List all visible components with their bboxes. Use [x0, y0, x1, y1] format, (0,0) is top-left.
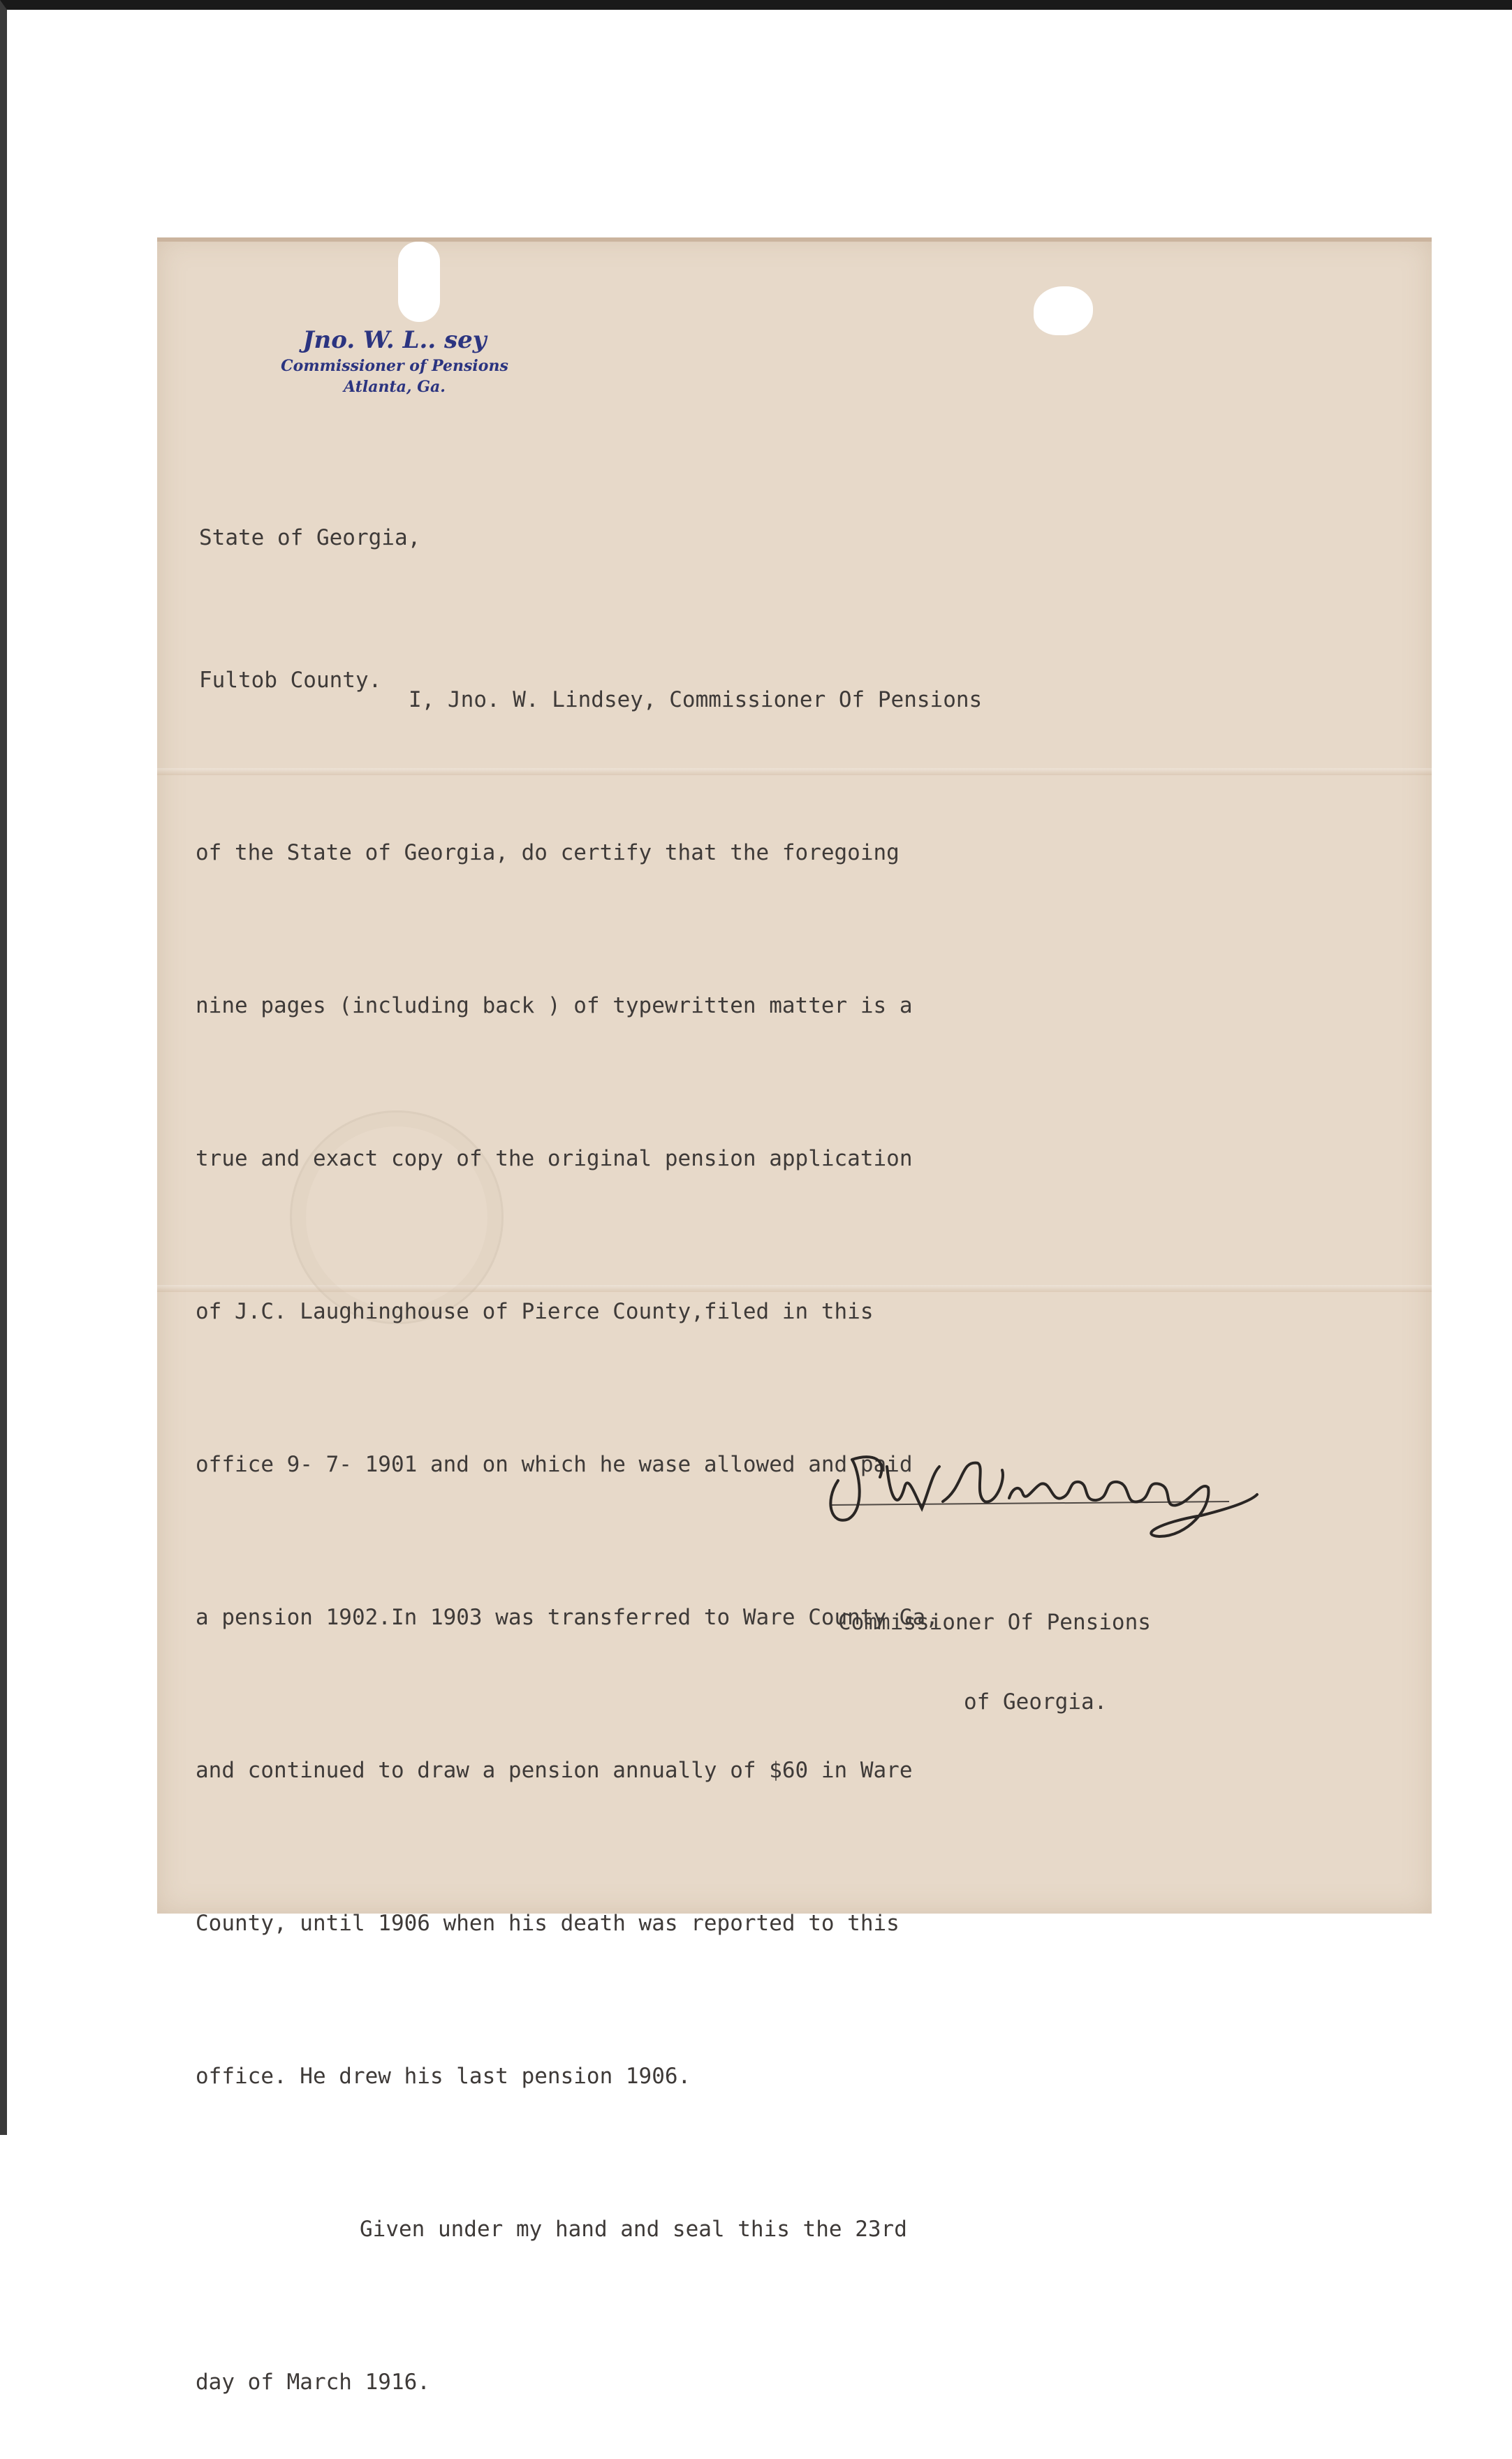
body-line: office. He drew his last pension 1906.	[196, 2064, 691, 2089]
letterhead-city: Atlanta, Ga.	[344, 378, 446, 396]
body-line: I, Jno. W. Lindsey, Commissioner Of Pensions	[409, 687, 983, 712]
signature-caption	[838, 1556, 1151, 1742]
venue-county: Fultob County.	[199, 668, 382, 693]
signature-title: Commissioner Of Pensions	[838, 1610, 1151, 1635]
body-line: of the State of Georgia, do certify that the foregoing	[196, 840, 900, 865]
body-line: of J.C. Laughinghouse of Pierce County,filed in this	[196, 1299, 874, 1324]
signature-state: of Georgia.	[964, 1689, 1108, 1715]
body-line: Given under my hand and seal this the 23rd	[360, 2217, 907, 2242]
handwritten-signature	[810, 1439, 1271, 1543]
body-line: and continued to draw a pension annually of $60 in Ware	[196, 1758, 913, 1783]
letterhead-title: Commissioner of Pensions	[281, 357, 508, 375]
body-line: a pension 1902.In 1903 was transferred to Ware County Ga,	[196, 1605, 939, 1630]
body-line: County, until 1906 when his death was reported to this	[196, 1911, 900, 1936]
letterhead-name: Jno. W. L.. sey	[302, 326, 487, 354]
body-line: nine pages (including back ) of typewritten matter is a	[196, 993, 913, 1018]
body-line: day of March 1916.	[196, 2370, 430, 2395]
paper-edge	[157, 237, 1432, 242]
body-line: true and exact copy of the original pension application	[196, 1146, 913, 1171]
letterhead	[248, 325, 541, 397]
punch-hole-left	[398, 242, 440, 322]
body-line: office 9- 7- 1901 and on which he wase allowed and paid	[196, 1452, 913, 1477]
punch-hole-right	[1034, 286, 1093, 335]
venue-state: State of Georgia,	[199, 525, 421, 550]
